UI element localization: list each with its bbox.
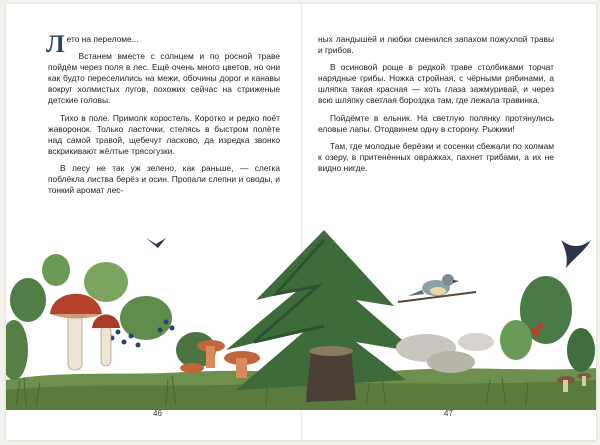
forest-illustration [6,230,596,410]
swallow-left [146,238,166,248]
page-number: 46 [153,409,162,418]
page-number: 47 [444,409,453,418]
left-page-text [46,31,280,202]
right-foliage [500,276,595,372]
bird [398,274,476,302]
paragraph: В лесу не так уж зелено, как раньше, — слегка поблёкла листва берёз и осин. Пропали слепни и оводы, и тонкий аромат лес- [48,162,280,196]
right-page-text [318,34,554,180]
paragraph: Там, где молодые берёзки и сосенки сбежали по холмам к озеру, в притенённых овражках, пахнет грибами, а их не видно нигде. [318,140,554,173]
swallow-right [561,240,591,268]
paragraph: Встанем вместе с солнцем и по росной траве пойдём через поля в лес. Ещё очень много цветов, но они как будто переселились на межи, обочины дорог и канавы вокруг холмистых лугов, похожих сейчас на стриженые детские головы. [48,51,280,106]
tree-stump [306,346,356,402]
red-mushroom-small [92,315,120,367]
paragraph: Лето на переломе... [46,31,139,58]
red-mushroom-large [50,294,102,370]
paragraph: В осиновой роще в редкой траве столбиками торчат нарядные грибы. Ножка стройная, с чёрными рябинами, а шляпка такая красная — хоть глаза зажмуривай, и через всю шляпку светлая бороздка там, где лежала травинка. [318,62,554,106]
book-spread [6,4,596,440]
paragraph: Тихо в поле. Примолк коростель. Коротко и редко поёт жаворонок. Только ласточки, стелясь в быстром полёте над самой травой, щебечут ласково, да изредка звонко вскрикивают жёлтые трясогузки. [48,112,280,156]
paragraph: ных ландышей и любки сменился запахом пожухлой травы и грибов. [318,34,554,56]
paragraph: Пойдёмте в ельник. На светлую полянку протянулись еловые лапы. Отодвинем одну в сторону. Рыжики! [318,112,554,134]
drop-cap: Л [46,31,65,58]
grey-fungus [396,333,494,373]
